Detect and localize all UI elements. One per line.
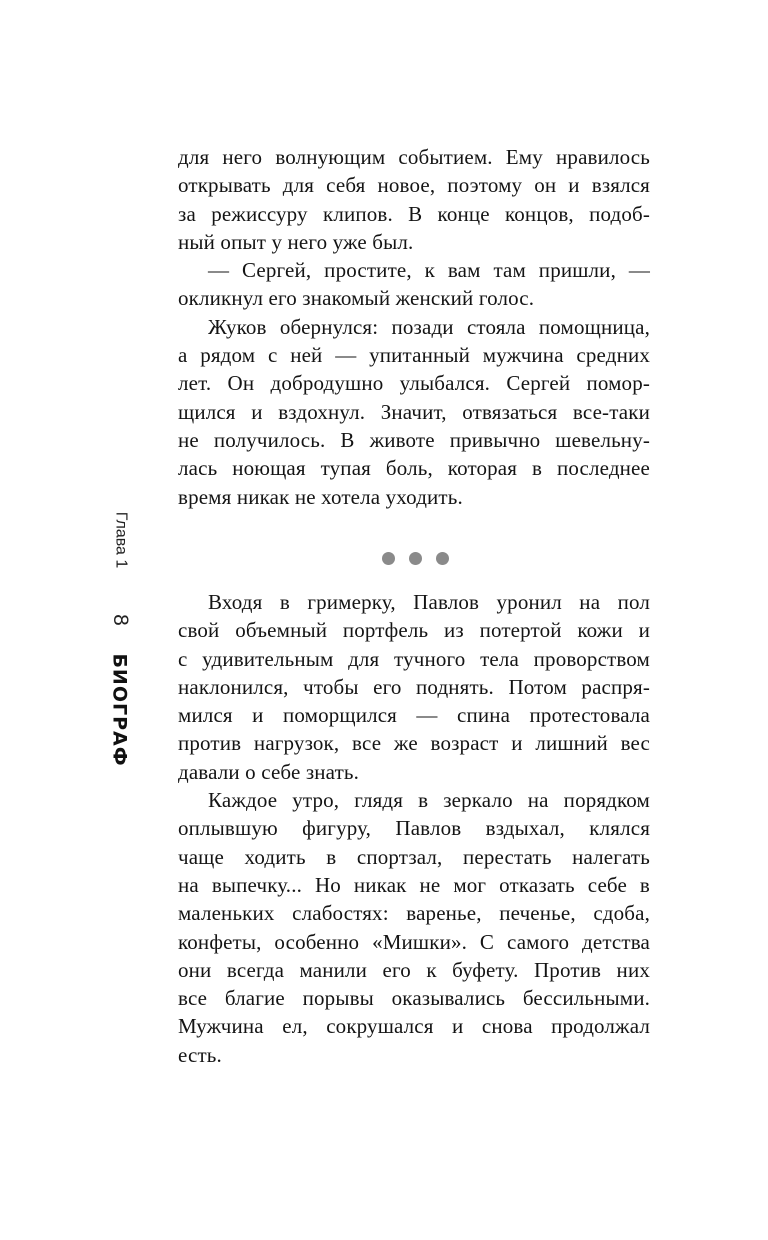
text-line: мился и поморщился — спина протестовала xyxy=(178,703,650,728)
text-line: Входя в гримерку, Павлов уронил на пол xyxy=(208,590,650,614)
text-line: давали о себе знать. xyxy=(178,759,360,784)
text-line: Мужчина ел, сокрушался и снова продолжал xyxy=(178,1014,650,1039)
text-line: не получилось. В животе привычно шевельну- xyxy=(178,427,650,452)
text-line: лась ноющая тупая боль, которая в последнее xyxy=(178,456,650,481)
book-title: БИОГРАФ xyxy=(109,653,131,767)
text-line: наклонился, чтобы его поднять. Потом распря- xyxy=(178,674,650,699)
chapter-label: Глава 1 xyxy=(112,511,129,569)
running-header-page-number xyxy=(100,607,140,633)
text-line: для него волнующим событием. Ему нравилось xyxy=(178,145,650,169)
text-line: на выпечку... Но никак не мог отказать себе в xyxy=(178,872,650,897)
section-break-dot xyxy=(409,552,422,565)
text-line: маленьких слабостях: варенье, печенье, сдоба, xyxy=(178,901,650,926)
paragraph xyxy=(178,143,650,256)
text-line: щился и вздохнул. Значит, отвязаться все-таки xyxy=(178,399,650,424)
text-line: они всегда манили его к буфету. Против них xyxy=(178,957,650,982)
text-line: Каждое утро, глядя в зеркало на порядком xyxy=(208,788,650,813)
section-break-dot xyxy=(382,552,395,565)
text-line: свой объемный портфель из потертой кожи и xyxy=(178,618,650,643)
text-line: а рядом с ней — упитанный мужчина средних xyxy=(178,343,650,368)
paragraph xyxy=(178,786,650,1069)
text-line: конфеты, особенно «Мишки». С самого детства xyxy=(178,929,650,954)
text-line: за режиссуру клипов. В конце концов, подоб- xyxy=(178,201,650,226)
text-line: ный опыт у него уже был. xyxy=(178,229,414,254)
text-block-top xyxy=(178,143,650,511)
paragraph xyxy=(178,588,650,786)
text-line: Жуков обернулся: позади стояла помощница, xyxy=(208,314,650,339)
text-line: есть. xyxy=(178,1042,222,1067)
text-line: окликнул его знакомый женский голос. xyxy=(178,286,535,311)
running-header-book-title xyxy=(100,655,140,765)
text-line: — Сергей, простите, к вам там пришли, — xyxy=(208,258,650,283)
text-block-bottom xyxy=(178,588,650,1069)
text-line: открывать для себя новое, поэтому он и взялся xyxy=(178,173,650,198)
text-line: лет. Он добродушно улыбался. Сергей помор- xyxy=(178,371,650,396)
text-line: против нагрузок, все же возраст и лишний вес xyxy=(178,731,650,756)
paragraph xyxy=(178,256,650,313)
text-line: чаще ходить в спортзал, перестать налегать xyxy=(178,844,650,869)
section-break xyxy=(0,552,768,568)
text-line: все благие порывы оказывались бессильными. xyxy=(178,986,650,1011)
paragraph xyxy=(178,313,650,511)
text-line: время никак не хотела уходить. xyxy=(178,484,463,509)
text-line: с удивительным для тучного тела проворством xyxy=(178,646,650,671)
section-break-dot xyxy=(436,552,449,565)
page-number: 8 xyxy=(109,614,132,626)
text-line: оплывшую фигуру, Павлов вздыхал, клялся xyxy=(178,816,650,841)
